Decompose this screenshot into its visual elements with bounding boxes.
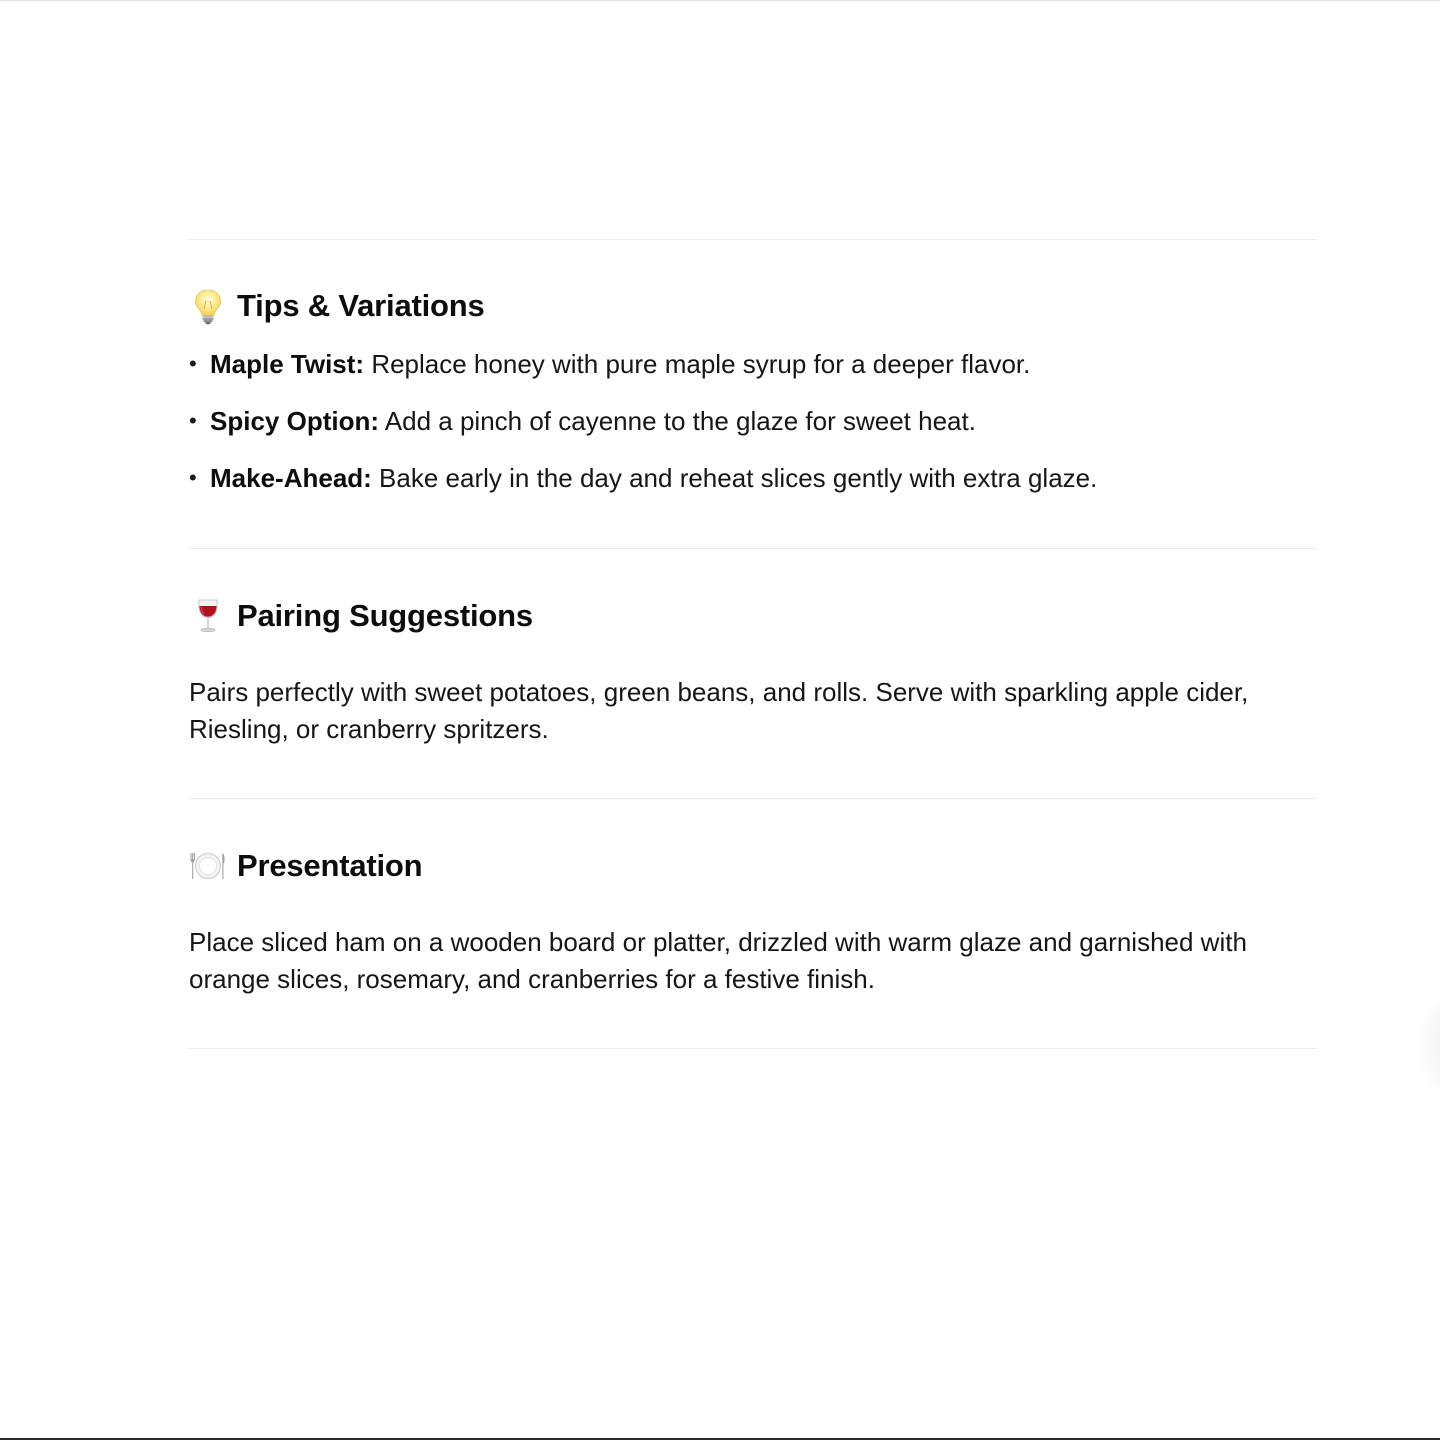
presentation-section (189, 846, 1317, 998)
wine-glass-icon (189, 597, 227, 635)
tips-list (189, 346, 1317, 517)
top-edge-line (0, 0, 1440, 1)
tip-label: Spicy Option: (210, 406, 379, 436)
list-item (189, 460, 1317, 517)
section-divider (189, 1048, 1317, 1049)
tips-heading (189, 286, 1317, 326)
section-divider (189, 548, 1317, 549)
pairing-heading (189, 596, 1317, 636)
presentation-title: Presentation (237, 848, 423, 883)
lightbulb-icon (189, 287, 227, 325)
section-divider (189, 239, 1317, 240)
pairing-section (189, 596, 1317, 748)
list-item (189, 403, 1317, 460)
presentation-heading (189, 846, 1317, 886)
bullet-point: • (189, 465, 197, 490)
section-divider (189, 798, 1317, 799)
pairing-body: Pairs perfectly with sweet potatoes, green beans, and rolls. Serve with sparkling apple cider, Riesling, or cranberry spritzers. (189, 677, 1249, 744)
bullet-point: • (189, 351, 197, 376)
bullet-point: • (189, 408, 197, 433)
presentation-body: Place sliced ham on a wooden board or platter, drizzled with warm glaze and garnished with orange slices, rosemary, and cranberries for a festive finish. (189, 927, 1247, 994)
tips-section (189, 286, 1317, 517)
edge-shadow (1416, 990, 1440, 1100)
tip-label: Make-Ahead: (210, 463, 372, 493)
pairing-title: Pairing Suggestions (237, 598, 533, 633)
tip-label: Maple Twist: (210, 349, 365, 379)
tip-text: Bake early in the day and reheat slices gently with extra glaze. (371, 463, 1098, 493)
plate-with-cutlery-icon (189, 847, 227, 885)
tip-text: Add a pinch of cayenne to the glaze for sweet heat. (379, 406, 976, 436)
list-item (189, 346, 1317, 403)
tips-title: Tips & Variations (237, 288, 485, 323)
tip-text: Replace honey with pure maple syrup for a deeper flavor. (364, 349, 1031, 379)
